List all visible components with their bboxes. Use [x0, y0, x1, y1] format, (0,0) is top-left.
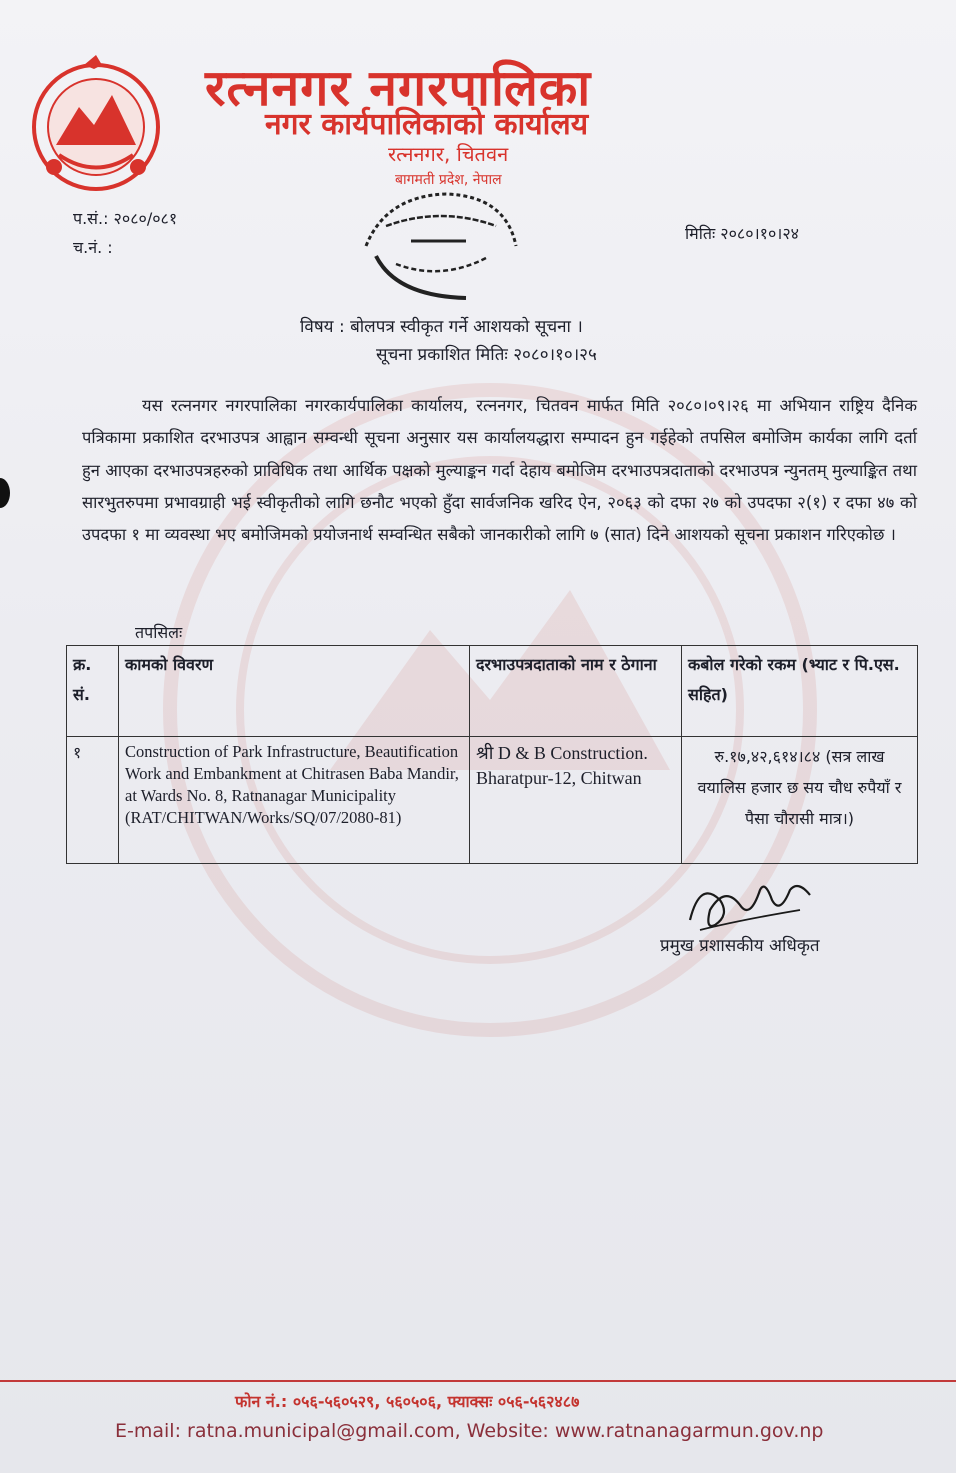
office-location: रत्ननगर, चितवन — [388, 142, 509, 166]
row-bidder: श्री D & B Construction. Bharatpur-12, Chitwan — [470, 737, 682, 864]
header-work-description: कामको विवरण — [119, 646, 470, 737]
footer-phone: फोन नं.: ०५६-५६०५२९, ५६०५०६, फ्याक्सः ०५६-५६२४८७ — [235, 1392, 580, 1411]
header-amount: कबोल गरेको रकम (भ्याट र पि.एस. सहित) — [682, 646, 918, 737]
row-work-description: Construction of Park Infrastructure, Beautification Work and Embankment at Chitrasen Baba Mandir, at Wards No. 8, Ratnanagar Municipality (RAT/CHITWAN/Works/SQ/07/2080-81) — [119, 737, 470, 864]
header-bidder: दरभाउपत्रदाताको नाम र ठेगाना — [470, 646, 682, 737]
letter-number: प.सं.: २०८०/०८१ — [73, 209, 178, 228]
table-row — [67, 737, 918, 864]
row-amount: रु.१७,४२,६१४।८४ (सत्र लाख वयालिस हजार छ सय चौध रुपैयाँ र पैसा चौरासी मात्र।) — [682, 737, 918, 864]
publication-date: सूचना प्रकाशित मितिः २०८०।१०।२५ — [376, 345, 597, 365]
municipality-name: रत्ननगर नगरपालिका — [205, 59, 592, 117]
table-header-row — [67, 646, 918, 737]
footer-divider — [0, 1380, 956, 1382]
nepal-emblem-icon — [24, 55, 169, 195]
signatory-title: प्रमुख प्रशासकीय अधिकृत — [660, 936, 820, 956]
footer-contact: E-mail: ratna.municipal@gmail.com, Website: www.ratnanagarmun.gov.np — [115, 1420, 824, 1442]
notice-body: यस रत्ननगर नगरपालिका नगरकार्यपालिका कार्यालय, रत्ननगर, चितवन मार्फत मिति २०८०।०९।२६ मा अभियान राष्ट्रिय दैनिक पत्रिकामा प्रकाशित दरभाउपत्र आह्वान सम्वन्धी सूचना अनुसार यस कार्यालयद्धारा सम्पादन हुन गईहेको तपसिल बमोजिम कार्यका लागि दर्ता हुन आएका दरभाउपत्रहरुको प्राविधिक तथा आर्थिक पक्षको मुल्याङ्कन गर्दा देहाय बमोजिम दरभाउपत्रदाताको दरभाउपत्र न्युनतम् मुल्याङ्कित तथा सारभुतरुपमा प्रभावग्राही भई स्वीकृतीको लागि छनौट भएको हुँदा सार्वजनिक खरिद ऐन, २०६३ को दफा २७ को उपदफा २(१) र दफा ४७ को उपदफा १ मा व्यवस्था भए बमोजिमको प्रयोजनार्थ सम्वन्धित सबैको जानकारीको लागि ७ (सात) दिने आशयको सूचना प्रकाशन गरिएकोछ । — [82, 396, 917, 545]
office-stamp-icon — [356, 186, 526, 306]
row-serial: १ — [67, 737, 119, 864]
header-serial: क्र. सं. — [67, 646, 119, 737]
office-name: नगर कार्यपालिकाको कार्यालय — [265, 107, 589, 142]
signature-icon — [680, 870, 820, 942]
office-province: बागमती प्रदेश, नेपाल — [395, 172, 502, 188]
bid-details-table — [66, 645, 918, 864]
letter-date: मितिः २०८०।१०।२४ — [685, 224, 799, 243]
notice-subject: विषय : बोलपत्र स्वीकृत गर्ने आशयको सूचना । — [300, 317, 583, 337]
dispatch-number: च.नं. : — [73, 238, 113, 257]
details-label: तपसिलः — [135, 623, 183, 642]
